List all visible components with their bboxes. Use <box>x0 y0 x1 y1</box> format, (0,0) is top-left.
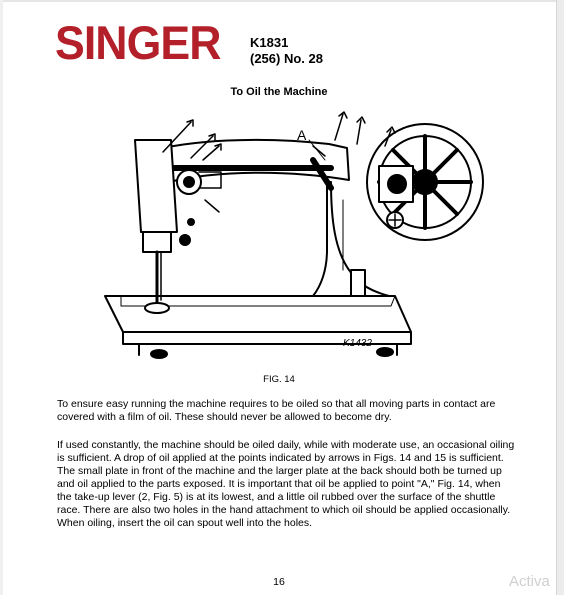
page-number: 16 <box>273 576 285 588</box>
singer-logo: SINGER <box>55 16 221 69</box>
model-code: K1831 <box>250 35 289 50</box>
machine-head <box>135 140 177 232</box>
machine-arm <box>147 140 349 182</box>
section-title: To Oil the Machine <box>230 86 328 98</box>
model-number: (256) No. 28 <box>250 51 323 66</box>
body-paragraph-1: To ensure easy running the machine requires to be oiled so that all moving parts in contact are covered with a film of oil. These should never be allowed to become dry. <box>57 398 496 423</box>
document-page <box>3 2 555 595</box>
figure-part-number: K1432 <box>343 338 372 349</box>
body-paragraph-2: If used constantly, the machine should be oiled daily, while with moderate use, an occasional oiling is sufficient. A drop of oil applied at the points indicated by arrows in Figs. 14 and 15 is sufficient. The small plate in front of the machine and the larger plate at the back should both be turned up and oil applied to the parts exposed. It is important that oil be applied to point "A," Fig. 14, when the take-up lever (2, Fig. 5) is at its lowest, and a little oil rubbed over the surface of the shuttle race. There are also two holes in the hand attachment to which oil should be applied occasionally. When oiling, insert the oil can spout well into the holes. <box>57 439 515 529</box>
viewer-scrollbar[interactable] <box>556 0 564 595</box>
sewing-machine-illustration <box>99 100 489 360</box>
figure-caption: FIG. 14 <box>263 374 295 385</box>
activation-watermark: Activa <box>509 573 550 590</box>
point-a-label: A <box>297 127 307 143</box>
machine-base <box>105 296 411 332</box>
